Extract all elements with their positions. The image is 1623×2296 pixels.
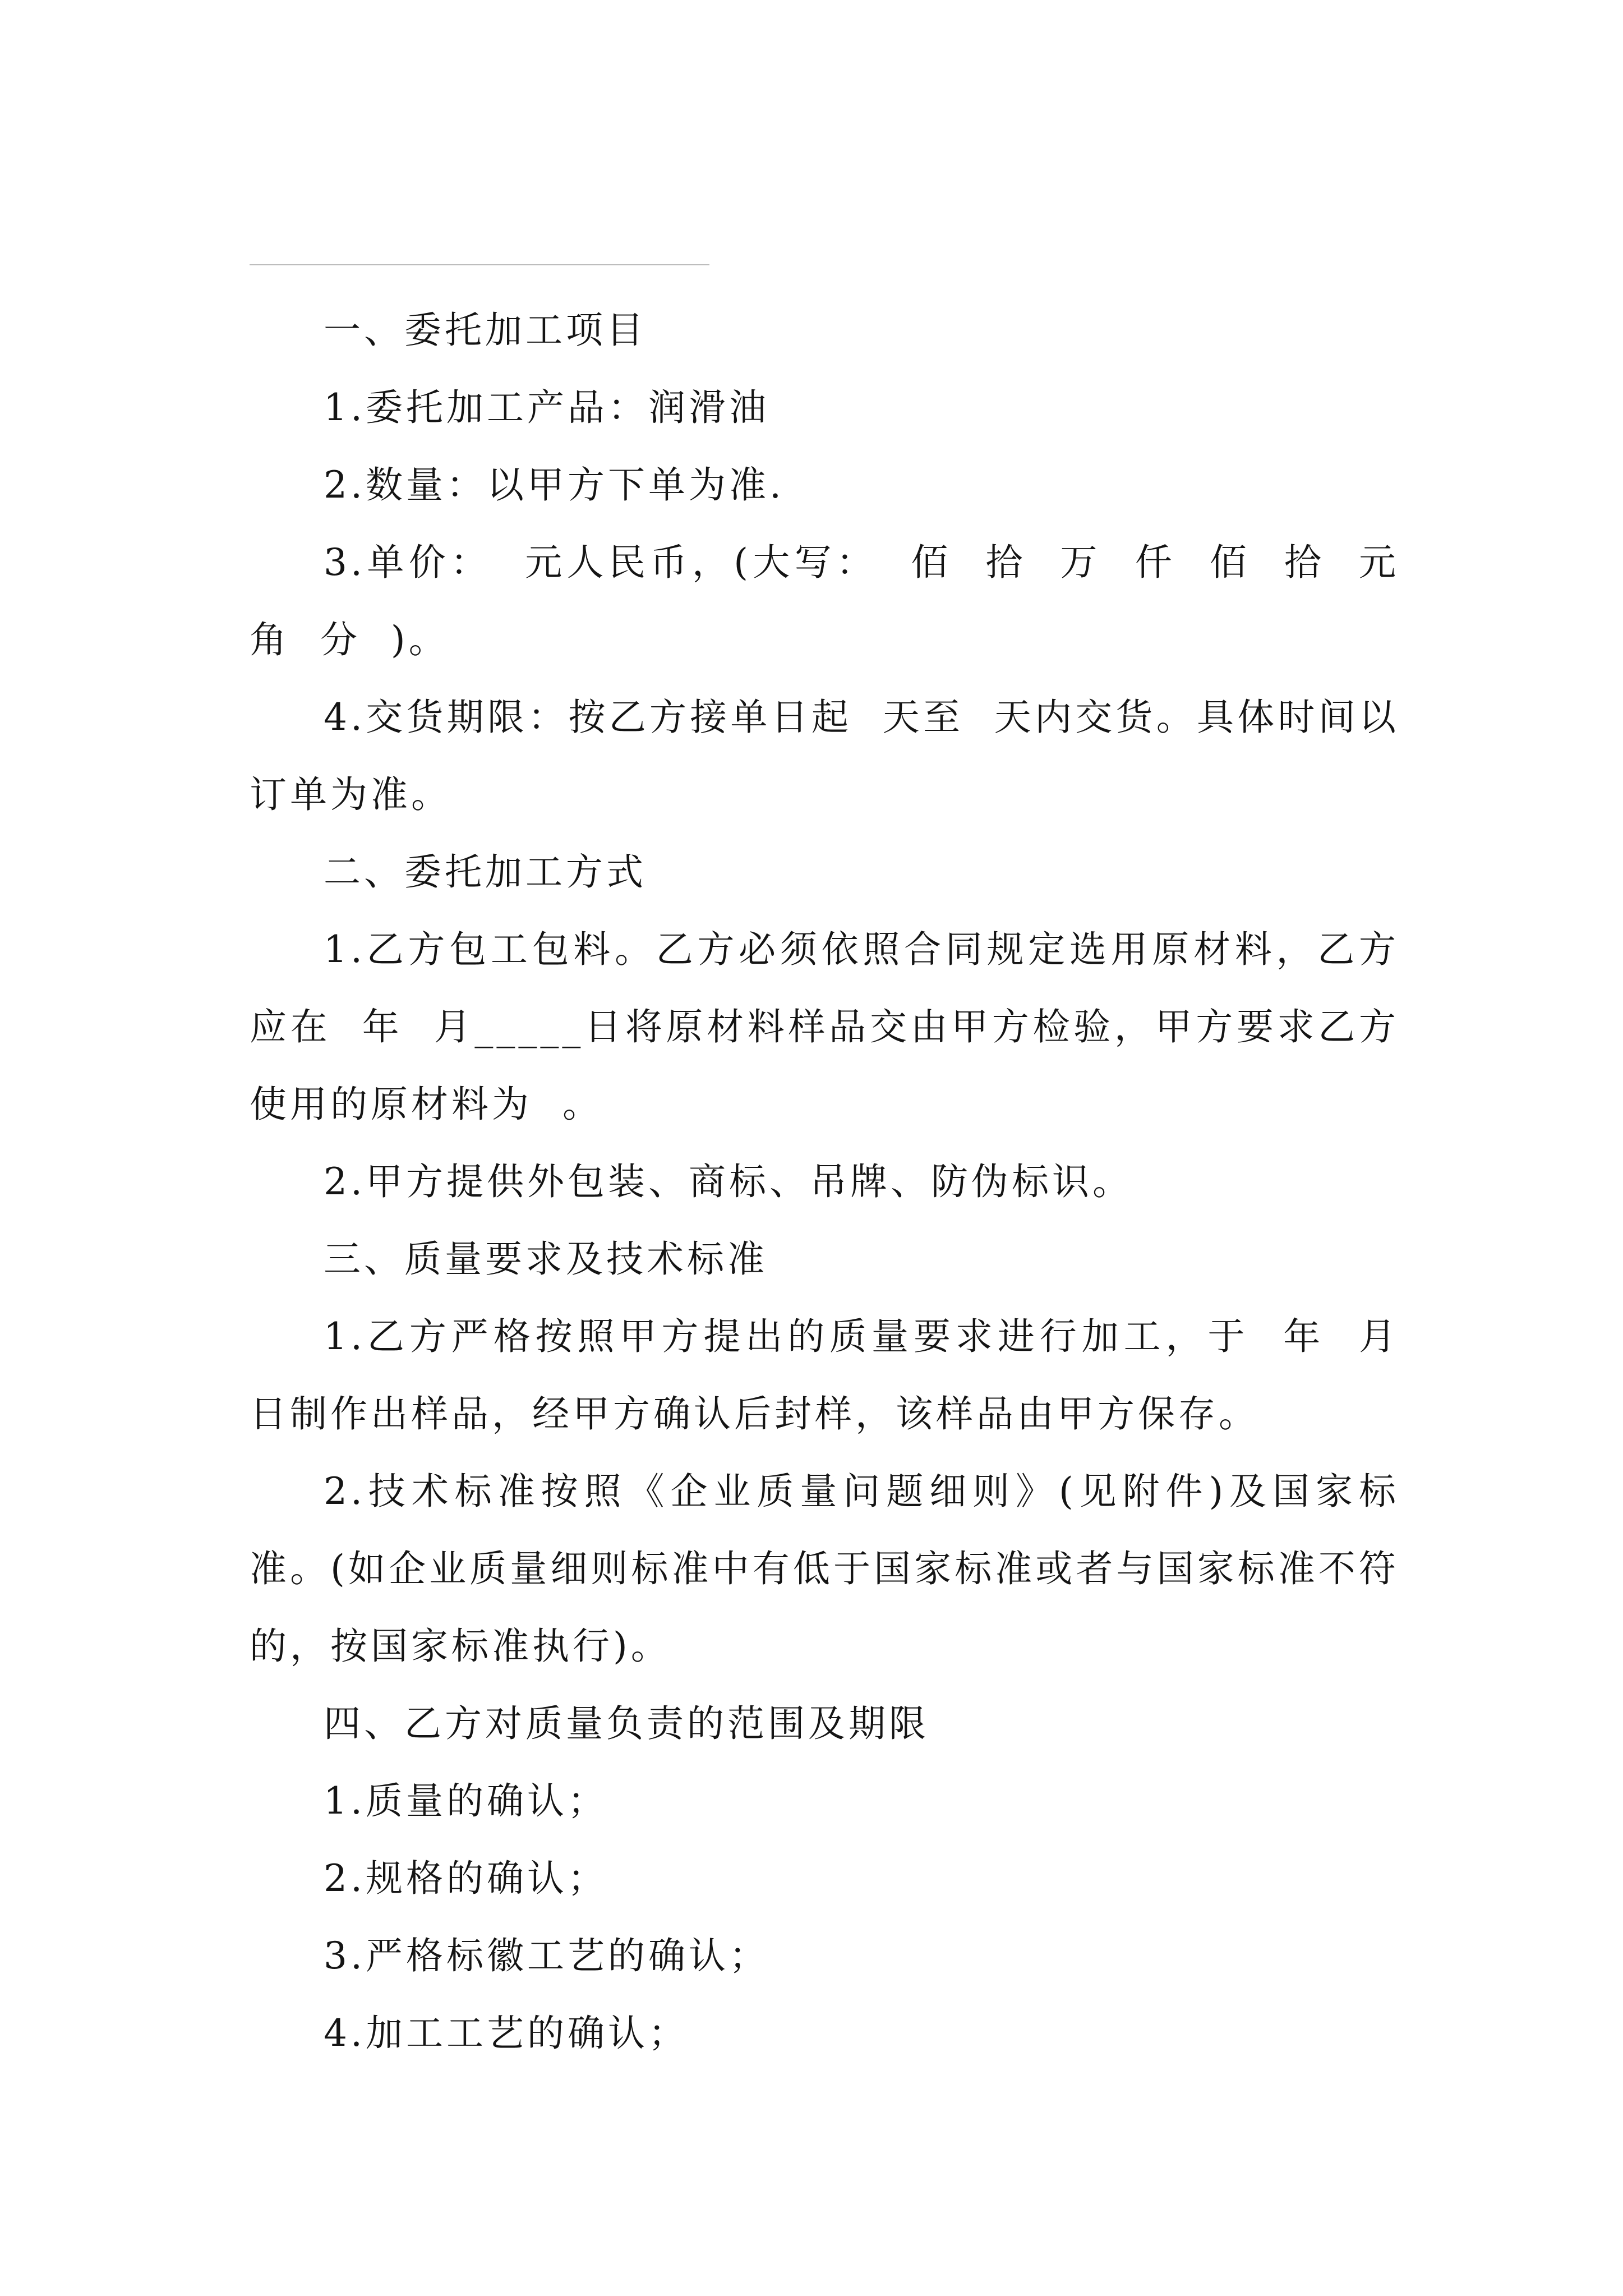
- section-heading-1: 一、委托加工项目: [324, 309, 647, 352]
- list-item-packaging: 2.甲方提供外包装、商标、吊牌、防伪标识。: [324, 1160, 1133, 1203]
- list-item-spec-confirm: 2.规格的确认；: [324, 1857, 608, 1900]
- list-item-emblem-confirm: 3.严格标徽工艺的确认；: [324, 1934, 769, 1977]
- section-heading-4: 四、乙方对质量负责的范围及期限: [324, 1702, 929, 1745]
- list-item-technical-standard: 2.技术标准按照《企业质量问题细则》(见附件)及国家标准。(如企业质量细则标准中有低于国家标准或者与国家标准不符的，按国家标准执行)。: [250, 1470, 1399, 1668]
- list-item-product: 1.委托加工产品：润滑油: [324, 386, 769, 429]
- header-divider: [250, 264, 709, 265]
- section-heading-3: 三、质量要求及技术标准: [324, 1237, 768, 1281]
- list-item-quantity: 2.数量：以甲方下单为准.: [324, 463, 785, 507]
- list-item-materials: 1.乙方包工包料。乙方必须依照合同规定选用原材料，乙方应在 年 月_____日将原材料样品交由甲方检验，甲方要求乙方使用的原材料为 。: [250, 928, 1399, 1126]
- list-item-sample: 1.乙方严格按照甲方提出的质量要求进行加工，于 年 月 日制作出样品，经甲方确认后封样，该样品由甲方保存。: [250, 1315, 1430, 1435]
- document-body: [250, 292, 1430, 2072]
- list-item-delivery-term: 4.交货期限：按乙方接单日起 天至 天内交货。具体时间以订单为准。: [250, 696, 1399, 816]
- list-item-unit-price: 3.单价： 元人民币，(大写： 佰 拾 万 仟 佰 拾 元 角 分 )。: [250, 541, 1430, 661]
- list-item-process-confirm: 4.加工工艺的确认；: [324, 2012, 689, 2055]
- list-item-quality-confirm: 1.质量的确认；: [324, 1779, 608, 1823]
- section-heading-2: 二、委托加工方式: [324, 850, 647, 894]
